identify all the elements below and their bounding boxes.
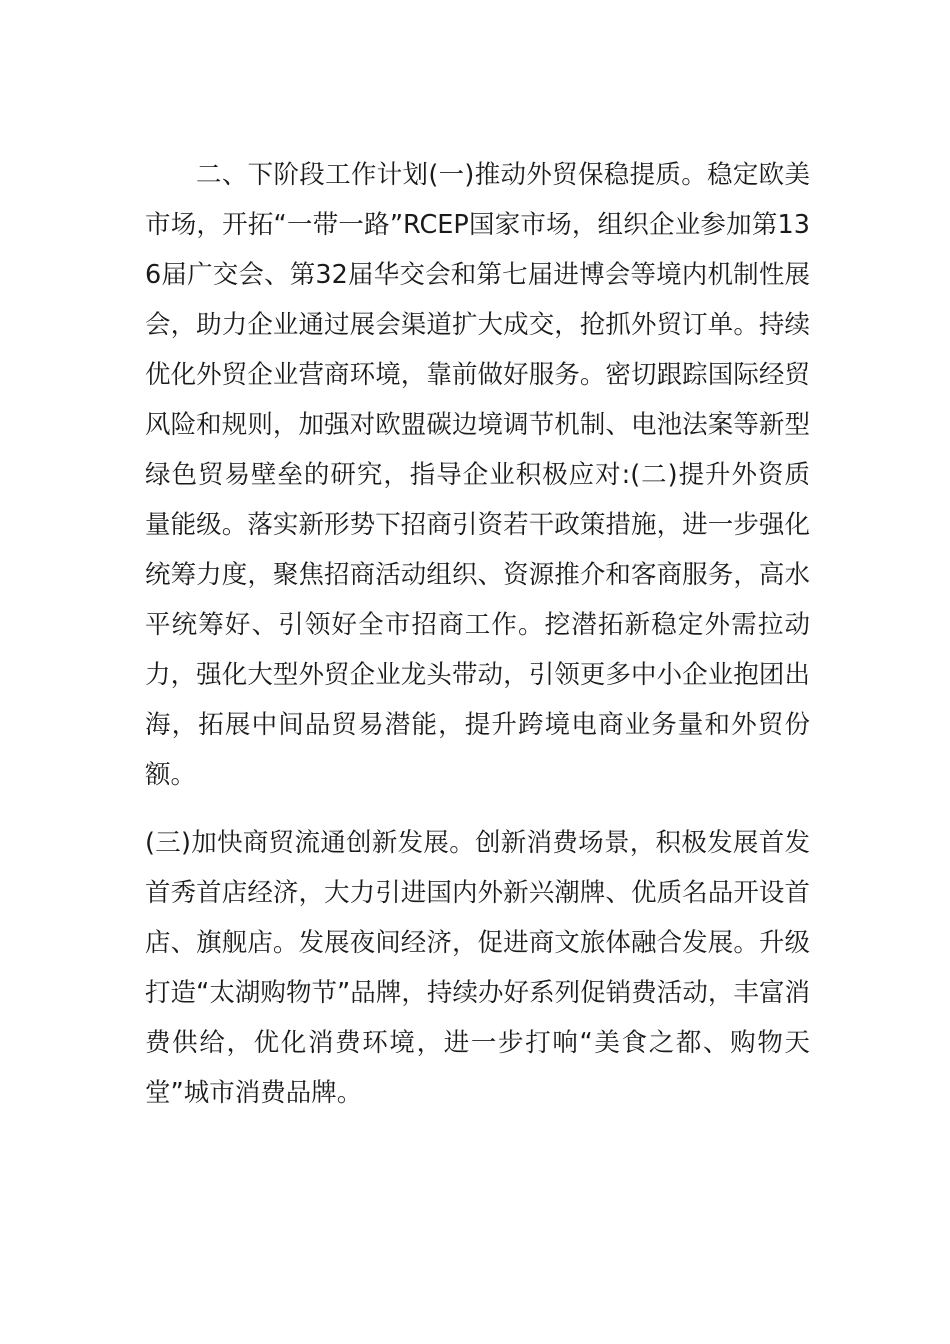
document-body [145,150,810,1118]
paragraph-commerce-development: (三)加快商贸流通创新发展。创新消费场景，积极发展首发首秀首店经济，大力引进国内外新兴潮牌、优质名品开设首店、旗舰店。发展夜间经济，促进商文旅体融合发展。升级打造“太湖购物节”品牌，持续办好系列促销费活动，丰富消费供给，优化消费环境，进一步打响“美食之都、购物天堂”城市消费品牌。 [145,828,810,1108]
paragraph-work-plan: 二、下阶段工作计划(一)推动外贸保稳提质。稳定欧美市场，开拓“一带一路”RCEP国家市场，组织企业参加第136届广交会、第32届华交会和第七届进博会等境内机制性展会，助力企业通过展会渠道扩大成交，抢抓外贸订单。持续优化外贸企业营商环境，靠前做好服务。密切跟踪国际经贸风险和规则，加强对欧盟碳边境调节机制、电池法案等新型绿色贸易壁垒的研究，指导企业积极应对:(二)提升外资质量能级。落实新形势下招商引资若干政策措施，进一步强化统筹力度，聚焦招商活动组织、资源推介和客商服务，高水平统筹好、引领好全市招商工作。挖潜拓新稳定外需拉动力，强化大型外贸企业龙头带动，引领更多中小企业抱团出海，拓展中间品贸易潜能，提升跨境电商业务量和外贸份额。 [145,160,810,790]
